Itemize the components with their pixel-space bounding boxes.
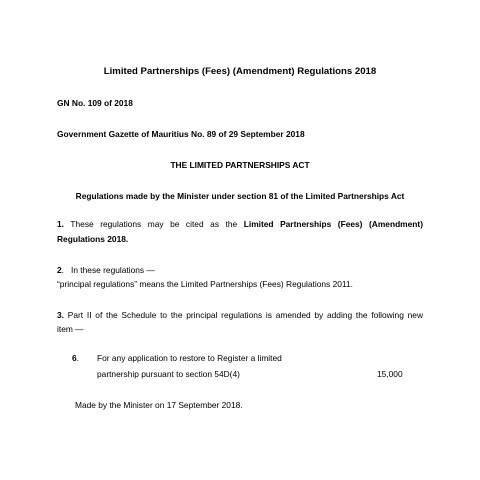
section-2-definition: “principal regulations” means the Limited Partnerships (Fees) Regulations 2011. (57, 279, 353, 289)
gn-number: GN No. 109 of 2018 (57, 98, 133, 108)
section-1-line-2: Regulations 2018. (57, 234, 129, 244)
item-6-fee: 15,000 (377, 369, 403, 379)
section-1-line-1 (57, 218, 423, 230)
section-3-line-1 (57, 309, 423, 321)
section-3-line-2: item — (57, 324, 84, 334)
document-title: Limited Partnerships (Fees) (Amendment) Regulations 2018 (103, 66, 377, 77)
made-by-line: Made by the Minister on 17 September 2018. (75, 400, 243, 410)
section-1-text: These regulations may be cited as the (70, 219, 238, 229)
section-2-line-1 (57, 264, 155, 276)
section-3-text: Part II of the Schedule to the principal regulations is amended by adding the following new (67, 310, 423, 320)
section-1-number: 1. (57, 219, 64, 229)
section-1-citation-bold: Limited Partnerships (Fees) (Amendment) (243, 219, 423, 229)
section-3-number: 3. (57, 310, 64, 320)
section-2-text: In these regulations — (71, 265, 155, 275)
regulations-made-heading: Regulations made by the Minister under section 81 of the Limited Partnerships Act (75, 191, 405, 201)
item-6-line-2: partnership pursuant to section 54D(4) (97, 369, 240, 379)
section-2-number: 2 (57, 265, 62, 275)
section-2-number-suffix: . (61, 265, 64, 275)
item-6-number: 6. (72, 353, 79, 363)
item-6-line-1: For any application to restore to Register a limited (97, 353, 282, 363)
gazette-reference: Government Gazette of Mauritius No. 89 of 29 September 2018 (57, 129, 305, 139)
act-heading: THE LIMITED PARTNERSHIPS ACT (170, 160, 310, 170)
